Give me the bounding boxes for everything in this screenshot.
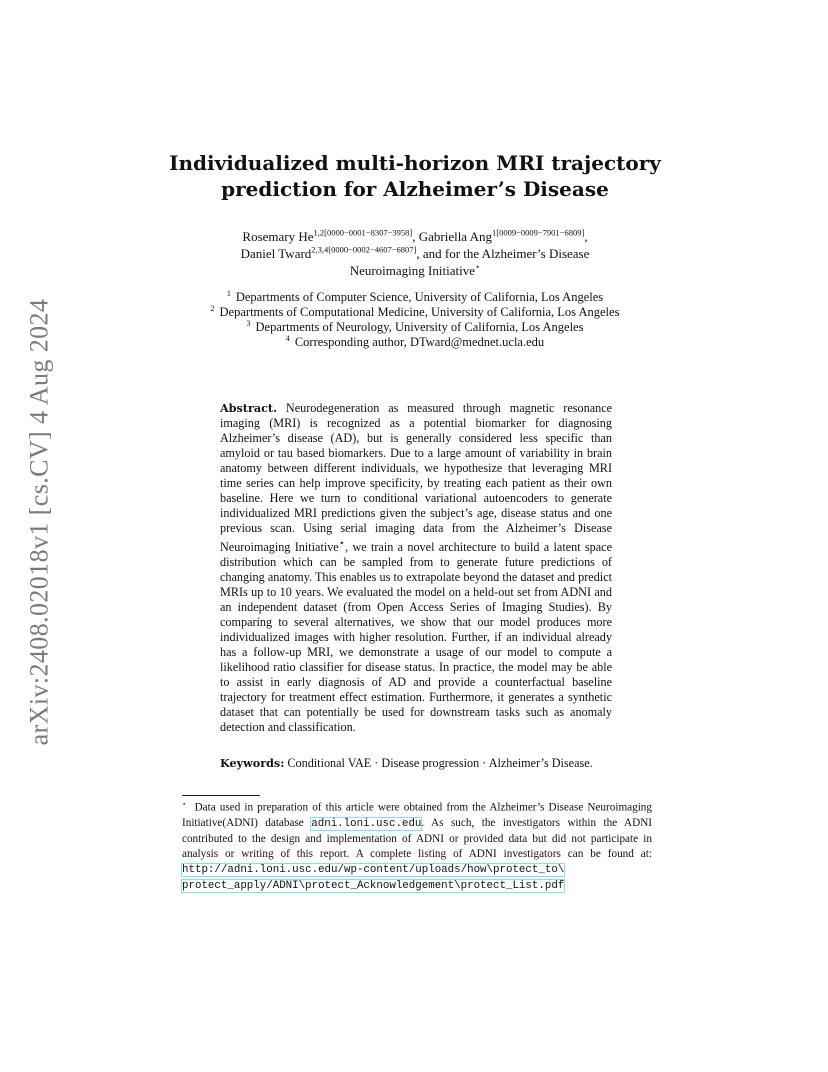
affiliation-text: Departments of Computer Science, University of California, Los Angeles bbox=[235, 290, 604, 304]
keywords-label: Keywords: bbox=[220, 756, 285, 770]
affiliation-text: Corresponding author, DTward@mednet.ucla.edu bbox=[294, 335, 545, 349]
author-list bbox=[150, 228, 680, 279]
affiliation-number: 4 bbox=[285, 333, 290, 343]
affiliation-item bbox=[150, 290, 680, 305]
footnote bbox=[182, 797, 652, 894]
author-3-name: Daniel Tward bbox=[240, 246, 312, 261]
adni-database-link[interactable]: adni.loni.usc.edu bbox=[311, 817, 422, 830]
affiliation-item bbox=[150, 320, 680, 335]
affiliation-text: Departments of Computational Medicine, University of California, Los Angeles bbox=[219, 305, 620, 319]
footnote-divider bbox=[182, 795, 260, 796]
author-2-affil: 1[0009−0009−7901−6809] bbox=[492, 227, 585, 238]
affiliation-number: 1 bbox=[226, 288, 231, 298]
author-1-name: Rosemary He bbox=[242, 229, 314, 244]
arxiv-identifier: arXiv:2408.02018v1 [cs.CV] 4 Aug 2024 bbox=[24, 298, 53, 746]
author-1-affil: 1,2[0000−0001−8307−3958] bbox=[313, 227, 413, 238]
footnote-text: Data used in preparation of this article were obtained from the Alzheimer’s Disease Neuroimaging Initiative(ADNI) database bbox=[182, 801, 652, 829]
author-4-footnote-marker: ⋆ bbox=[474, 261, 481, 272]
adni-acknowledgement-link-line-2[interactable]: protect_apply/ADNI\protect_Acknowledgement\protect_List.pdf bbox=[182, 879, 565, 892]
footnote-marker: ⋆ bbox=[182, 800, 187, 808]
affiliation-number: 3 bbox=[246, 318, 251, 328]
affiliation-text: Departments of Neurology, University of California, Los Angeles bbox=[255, 320, 584, 334]
keywords bbox=[220, 756, 612, 771]
affiliation-list bbox=[150, 290, 680, 350]
affiliation-item bbox=[150, 305, 680, 320]
author-2-name: Gabriella Ang bbox=[418, 229, 493, 244]
keywords-text: Conditional VAE · Disease progression · Alzheimer’s Disease. bbox=[287, 756, 593, 770]
affiliation-item bbox=[150, 335, 680, 350]
author-3-affil: 2,3,4[0000−0002−4607−6807] bbox=[311, 244, 417, 255]
affiliation-number: 2 bbox=[210, 303, 215, 313]
footnote-text-continued: . As such, the investigators within the ADNI contributed to the design and implementation of ADNI or provided data but did not participate in analysis or writing of this report. A complete listing of ADNI investigators can be found at: bbox=[182, 816, 652, 860]
abstract-text: Neurodegeneration as measured through magnetic resonance imaging (MRI) is recognized as a potential biomarker for diagnosing Alzheimer’s disease (AD), but is generally considered less specific than amyloid or tau based biomarkers. Due to a large amount of variability in brain anatomy between different individuals, we hypothesize that leveraging MRI time series can help improve specificity, by treating each patient as their own baseline. Here we turn to conditional variational autoencoders to generate individualized MRI predictions given the subject’s age, disease status and one previous scan. Using serial imaging data from the Alzheimer’s Disease Neuroimaging Initiative bbox=[220, 401, 613, 555]
abstract-text-continued: , we train a novel architecture to build a latent space distribution which can be sampled from to generate future predictions of changing anatomy. This enables us to extrapolate beyond the dataset and predict MRIs up to 10 years. We evaluated the model on a held-out set from ADNI and an independent dataset (from Open Access Series of Imaging Studies). By comparing to several alternatives, we show that our model produces more individualized images with higher resolution. Further, if an individual already has a follow-up MRI, we demonstrate a usage of our model to compute a likelihood ratio classifier for disease status. In practice, the model may be able to assist in early diagnosis of AD and provide a counterfactual baseline trajectory for treatment effect estimation. Furthermore, it generates a synthetic dataset that can potentially be used for downstream tasks such as anomaly detection and classification. bbox=[220, 540, 612, 735]
abstract-label: Abstract. bbox=[220, 401, 277, 415]
author-separator: , bbox=[584, 229, 588, 244]
adni-acknowledgement-link-line-1[interactable]: http://adni.loni.usc.edu/wp-content/uploads/how\protect_to\ bbox=[182, 863, 565, 876]
abstract bbox=[220, 401, 612, 735]
author-4-name: Neuroimaging Initiative bbox=[349, 263, 475, 278]
title-line-2: prediction for Alzheimer’s Disease bbox=[221, 177, 609, 201]
paper-title bbox=[150, 150, 680, 202]
author-separator: , bbox=[412, 229, 419, 244]
author-separator: , and for the Alzheimer’s Disease bbox=[416, 246, 590, 261]
footnote-marker: ⋆ bbox=[338, 538, 346, 549]
title-line-1: Individualized multi-horizon MRI trajectory bbox=[169, 151, 661, 175]
